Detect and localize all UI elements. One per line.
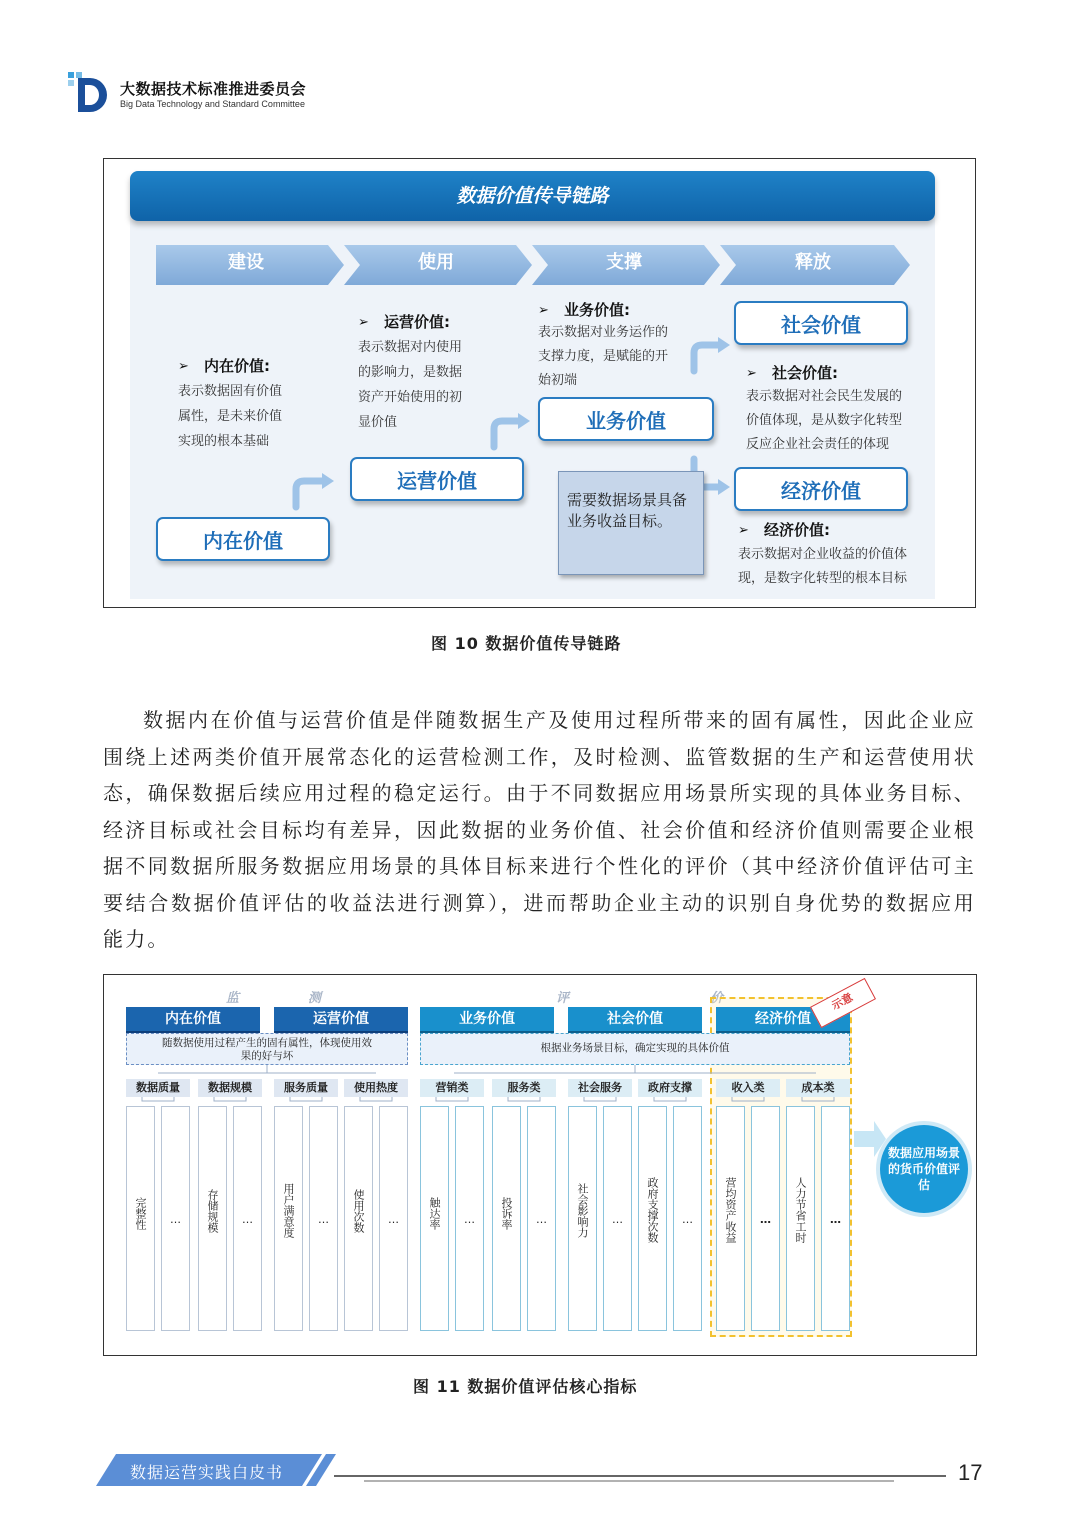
stage-build: 建设 [228, 252, 264, 273]
box-economic-value: 经济价值 [734, 467, 908, 511]
metric-labor-hours-saved: 人力节省工时 [794, 1177, 807, 1243]
desc-intrinsic-text: 表示数据固有价值 属性，是未来价值 实现的根本基础 [178, 384, 283, 449]
illustration-stamp: 示意 [810, 978, 876, 1028]
metric-social-influence: 社会影响力 [576, 1183, 589, 1238]
step-arrow-3 [694, 345, 720, 371]
box-business-value: 业务价值 [538, 397, 714, 441]
metric-storage-scale: 存储规模 [206, 1189, 219, 1233]
desc-social-head: 社会价值: [772, 364, 838, 382]
org-name-en: Big Data Technology and Standard Committee [120, 99, 305, 109]
stage-use: 使用 [418, 252, 454, 273]
figure-10-value-chain [103, 158, 976, 608]
svg-text:➢: ➢ [738, 523, 749, 538]
chain-title: 数据价值传导链路 [130, 171, 935, 221]
metric-reach-rate: 触达率 [428, 1197, 441, 1230]
metric-ellipsis: … [464, 1213, 475, 1226]
monetary-valuation-circle: 数据应用场景的货币价值评估 [880, 1125, 968, 1213]
box-operation-value: 运营价值 [350, 457, 524, 501]
intrinsic-operation-note: 随数据使用过程产生的固有属性，体现使用效果的好与坏 [126, 1033, 408, 1065]
metric-ellipsis: … [388, 1213, 399, 1226]
step-arrow-1 [296, 481, 324, 507]
stage-release: 释放 [795, 252, 831, 273]
metric-user-satisfaction: 用户满意度 [282, 1183, 295, 1238]
metric-complaint-rate: 投诉率 [500, 1197, 513, 1230]
metric-ellipsis: … [612, 1213, 623, 1226]
svg-text:➢: ➢ [746, 366, 757, 381]
desc-operation-head: 运营价值: [384, 313, 450, 331]
desc-social-text: 表示数据对社会民生发展的 价值体现，是从数字化转型 反应企业社会责任的体现 [746, 389, 903, 452]
cat-business: 业务价值 [420, 1007, 554, 1034]
metric-ellipsis: … [170, 1213, 181, 1226]
sub-data-scale: 数据规模 [198, 1079, 262, 1097]
page-number: 17 [958, 1460, 983, 1485]
sub-gov-support: 政府支撑 [638, 1079, 702, 1097]
metric-ellipsis: … [242, 1213, 253, 1226]
watermark-4: 价 [710, 991, 724, 1006]
desc-business-head: 业务价值: [564, 301, 630, 319]
business-value-note: 根据业务场景目标，确定实现的具体价值 [420, 1033, 850, 1065]
figure-11-evaluation-indicators [103, 974, 977, 1356]
desc-intrinsic-head: 内在价值: [204, 357, 270, 375]
watermark-1: 监 [226, 991, 240, 1006]
stage-support: 支撑 [606, 252, 642, 273]
metric-avg-asset-income: 营均资产收益 [724, 1177, 737, 1243]
figure-11-caption: 图 11 数据价值评估核心指标 [413, 1377, 638, 1396]
watermark-3: 评 [556, 991, 570, 1006]
sub-data-quality: 数据质量 [126, 1079, 190, 1097]
scenario-note: 需要数据场景具备业务收益目标。 [558, 471, 704, 575]
svg-text:➢: ➢ [538, 303, 549, 318]
cat-social: 社会价值 [568, 1007, 702, 1034]
desc-business-text: 表示数据对业务运作的 支撑力度，是赋能的开 始初端 [538, 325, 669, 388]
sub-income: 收入类 [716, 1079, 780, 1097]
cat-economic: 经济价值 [716, 1007, 850, 1034]
result-arrow [854, 1121, 886, 1157]
metric-ellipsis: … [318, 1213, 329, 1226]
cat-operation: 运营价值 [274, 1007, 408, 1034]
watermark-2: 测 [308, 991, 322, 1006]
footer-rule [334, 1470, 946, 1484]
sub-service-quality: 服务质量 [274, 1079, 338, 1097]
sub-cost: 成本类 [786, 1079, 850, 1097]
sub-social-service: 社会服务 [568, 1079, 632, 1097]
svg-text:➢: ➢ [358, 315, 369, 330]
box-intrinsic-value: 内在价值 [156, 517, 330, 561]
metric-ellipsis: … [536, 1213, 547, 1226]
metric-gov-support-count: 政府支撑次数 [646, 1177, 659, 1243]
step-arrow-2 [494, 421, 520, 447]
metric-usage-count: 使用次数 [352, 1189, 365, 1233]
svg-text:➢: ➢ [178, 359, 189, 374]
sub-marketing: 营销类 [420, 1079, 484, 1097]
cat-intrinsic: 内在价值 [126, 1007, 260, 1034]
metric-ellipsis: … [830, 1213, 841, 1226]
sub-service: 服务类 [492, 1079, 556, 1097]
sub-usage-heat: 使用热度 [344, 1079, 408, 1097]
footer-title: 数据运营实践白皮书 [130, 1463, 284, 1482]
box-social-value: 社会价值 [734, 301, 908, 345]
desc-operation-text: 表示数据对内使用 的影响力，是数据 资产开始使用的初 显价值 [358, 340, 463, 430]
desc-economic-text: 表示数据对企业收益的价值体 现，是数字化转型的根本目标 [738, 547, 908, 586]
body-paragraph: 数据内在价值与运营价值是伴随数据生产及使用过程所带来的固有属性，因此企业应围绕上述两类价值开展常态化的运营检测工作，及时检测、监管数据的生产和运营使用状态，确保数据后续应用过程的稳定运行。由于不同数据应用场景所实现的具体业务目标、经济目标或社会目标均有差异，因此数据的业务价值、社会价值和经济价值则需要企业根据不同数据所服务数据应用场景的具体目标来进行个性化的评价（其中经济价值评估可主要结合数据价值评估的收益法进行测算），进而帮助企业主动的识别自身优势的数据应用能力。 [103, 708, 976, 951]
metric-completeness: 完整性 [134, 1197, 147, 1230]
org-name-cn: 大数据技术标准推进委员会 [120, 80, 307, 98]
desc-economic-head: 经济价值: [764, 521, 830, 539]
figure-10-caption: 图 10 数据价值传导链路 [431, 634, 622, 653]
metric-ellipsis: … [760, 1213, 771, 1226]
metric-ellipsis: … [682, 1213, 693, 1226]
committee-logo-icon [66, 68, 112, 114]
